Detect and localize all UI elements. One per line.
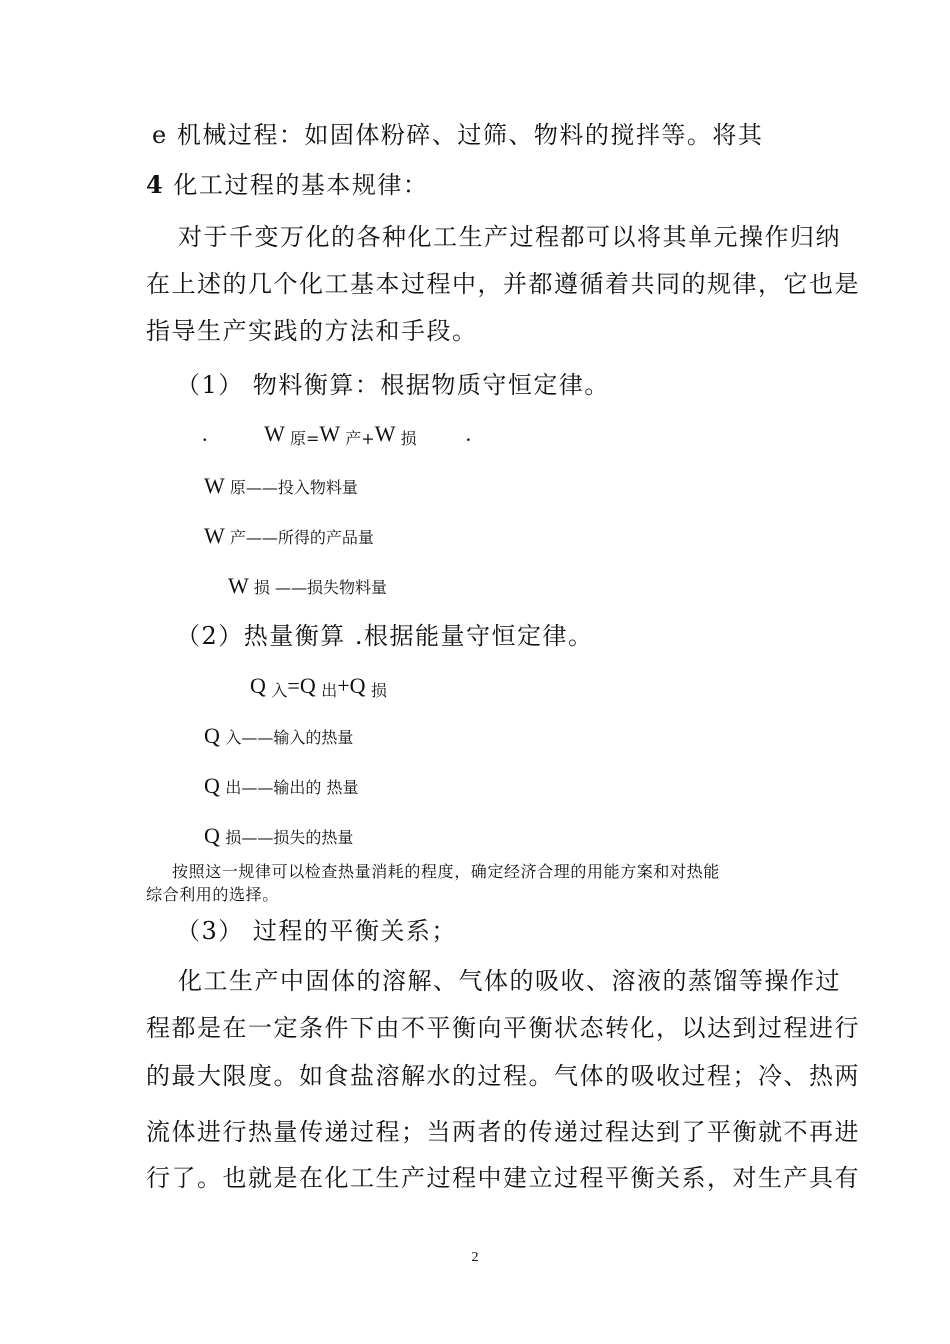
definition-symbol: W (228, 573, 254, 598)
definition-line (204, 772, 358, 802)
paragraph-line: 指导生产实践的方法和手段。 (146, 317, 478, 345)
formula-dot: . (202, 421, 208, 446)
definition-line (204, 822, 353, 852)
definition-line (204, 522, 374, 552)
definition-text: 损——损失的热量 (225, 828, 354, 847)
formula-subscript: 入 (271, 681, 288, 700)
paragraph-line: e 机械过程：如固体粉碎、过筛、物料的搅拌等。将其 (152, 121, 764, 149)
note-line: 综合利用的选择。 (146, 885, 279, 904)
paragraph-line: 在上述的几个化工基本过程中，并都遵循着共同的规律，它也是 (146, 270, 860, 298)
formula-operator: +Q (337, 673, 372, 698)
note-line: 按照这一规律可以检查热量消耗的程度，确定经济合理的用能方案和对热能 (172, 862, 720, 881)
definition-symbol: W (204, 473, 230, 498)
formula-subscript: 产 (345, 429, 362, 448)
section-number: 4 (146, 170, 165, 199)
formula-symbol: W (319, 421, 346, 446)
paragraph-line: 程都是在一定条件下由不平衡向平衡状态转化，以达到过程进行 (146, 1014, 860, 1042)
definition-line (204, 472, 358, 502)
paragraph-line: 行了。也就是在化工生产过程中建立过程平衡关系，对生产具有 (146, 1164, 860, 1192)
heat-balance-formula (250, 672, 387, 705)
section-heading (146, 170, 428, 200)
formula-subscript: 原 (289, 429, 306, 448)
definition-text: 产——所得的产品量 (229, 528, 374, 547)
section-title: 化工过程的基本规律： (164, 171, 429, 199)
formula-subscript: 损 (400, 429, 417, 448)
paragraph-line: 流体进行热量传递过程；当两者的传递过程达到了平衡就不再进 (146, 1118, 860, 1146)
formula-subscript: 损 (371, 681, 388, 700)
formula-operator: = (306, 429, 320, 448)
formula-subscript: 出 (321, 681, 338, 700)
formula-dot: . (465, 421, 472, 446)
definition-text: 出——输出的 热量 (225, 778, 359, 797)
definition-symbol: Q (204, 723, 226, 748)
subsection-heading: （1） 物料衡算：根据物质守恒定律。 (176, 371, 610, 399)
formula-symbol: Q (250, 673, 272, 698)
formula-operator: =Q (287, 673, 322, 698)
formula-symbol: W (374, 421, 401, 446)
formula-symbol: W (264, 421, 290, 446)
definition-text: 损 ——损失物料量 (253, 578, 387, 597)
definition-symbol: Q (204, 773, 226, 798)
material-balance-formula (202, 420, 471, 453)
paragraph-line: 对于千变万化的各种化工生产过程都可以将其单元操作归纳 (178, 223, 841, 251)
definition-line (228, 572, 387, 602)
subsection-heading: （3） 过程的平衡关系； (176, 917, 457, 945)
definition-text: 原——投入物料量 (229, 478, 358, 497)
paragraph-line: 化工生产中固体的溶解、气体的吸收、溶液的蒸馏等操作过 (178, 967, 841, 995)
formula-operator: + (361, 429, 375, 448)
definition-line (204, 722, 353, 752)
definition-symbol: Q (204, 823, 226, 848)
definition-symbol: W (204, 523, 230, 548)
page-number: 2 (471, 1250, 479, 1265)
paragraph-line: 的最大限度。如食盐溶解水的过程。气体的吸收过程；冷、热两 (146, 1062, 860, 1090)
subsection-heading: （2）热量衡算 .根据能量守恒定律。 (176, 622, 594, 650)
definition-text: 入——输入的热量 (225, 728, 354, 747)
